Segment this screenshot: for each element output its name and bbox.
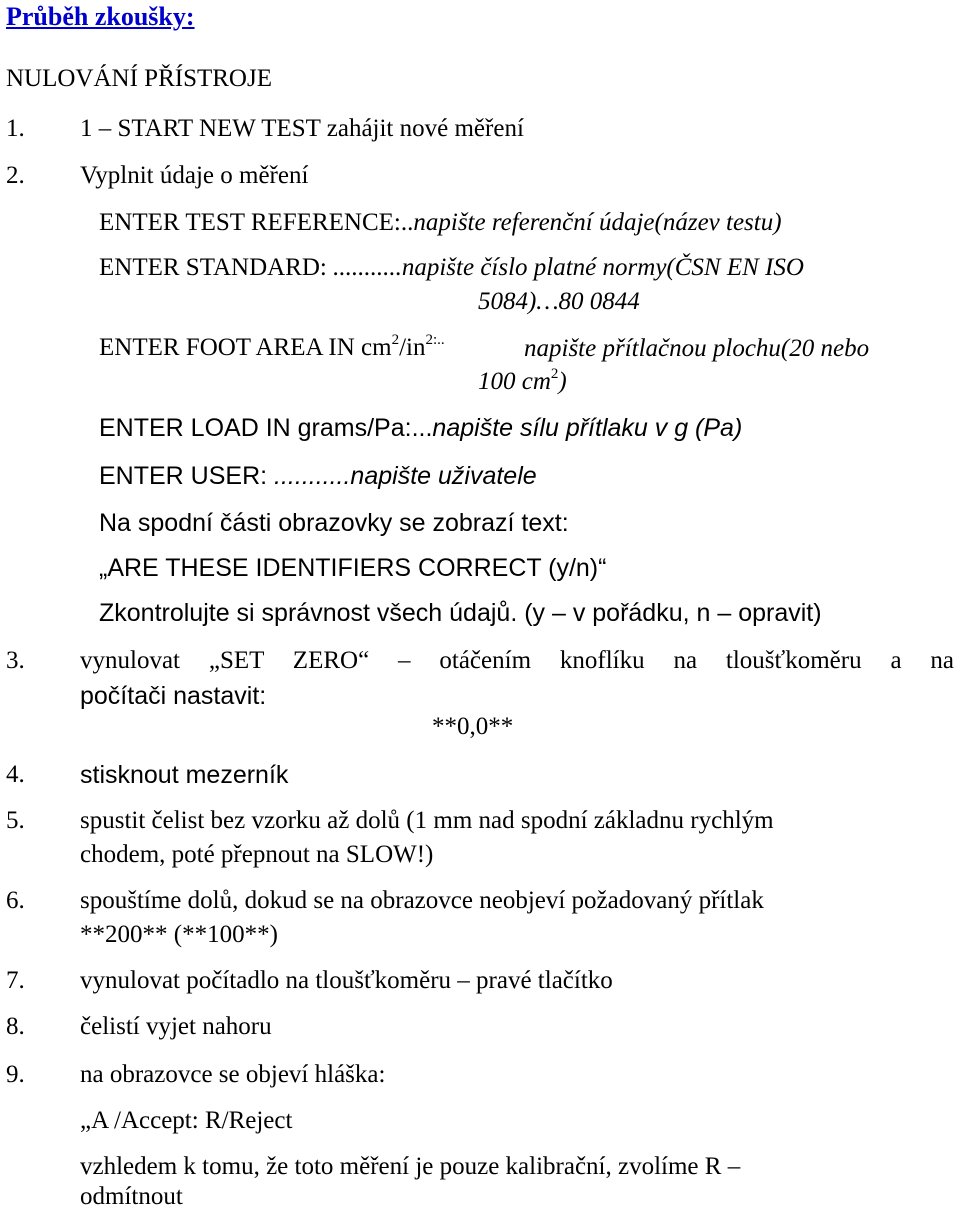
step-5-number: 5. (6, 807, 25, 834)
check-note: Zkontrolujte si správnost všech údajů. (y – v pořádku, n – opravit) (99, 599, 822, 627)
user-hint: ...........napište uživatele (274, 462, 537, 490)
screen-note: Na spodní části obrazovky se zobrazí text: (99, 509, 569, 537)
step-9-text: na obrazovce se objeví hláška: (80, 1061, 386, 1088)
test-reference-label: ENTER TEST REFERENCE:.. (99, 209, 414, 236)
step-4-number: 4. (6, 761, 25, 788)
step-3-number: 3. (6, 647, 25, 674)
step-2-text: Vyplnit údaje o měření (80, 162, 309, 189)
step-6-number: 6. (6, 887, 25, 914)
foot-area-hint2-a: 100 cm (478, 368, 551, 395)
section-heading: NULOVÁNÍ PŘÍSTROJE (6, 65, 272, 92)
standard-hint-continuation (478, 287, 640, 317)
step-7-number: 7. (6, 967, 25, 994)
foot-area-label-a: ENTER FOOT AREA IN cm (99, 334, 392, 361)
load-entry (99, 413, 742, 444)
user-label: ENTER USER: (99, 462, 275, 490)
step-9-number: 9. (6, 1061, 25, 1088)
step-6-line-2: **200** (**100**) (80, 921, 278, 948)
step-9-note-line-2: odmítnout (80, 1183, 183, 1210)
accept-reject-message: „A /Accept: R/Reject (80, 1107, 293, 1134)
foot-area-hint-continuation (478, 367, 567, 397)
step-5-line-1: spustit čelist bez vzorku až dolů (1 mm nad spodní základnu rychlým (80, 807, 774, 834)
identifiers-question: „ARE THESE IDENTIFIERS CORRECT (y/n)“ (99, 554, 607, 582)
step-6-line-1: spouštíme dolů, dokud se na obrazovce neobjeví požadovaný přítlak (80, 887, 764, 914)
foot-area-sup-1: 2 (391, 331, 400, 348)
step-5-line-2: chodem, poté přepnout na SLOW!) (80, 841, 434, 868)
standard-entry (99, 253, 804, 283)
user-entry (99, 461, 537, 492)
standard-hint: ...........napište číslo platné normy(ČSN EN ISO (333, 254, 804, 281)
foot-area-hint2-b: ) (558, 368, 567, 395)
zero-value: **0,0** (432, 713, 514, 740)
step-7-text: vynulovat počítadlo na tloušťkoměru – pravé tlačítko (80, 967, 613, 994)
page-title: Průběh zkoušky: (6, 2, 195, 31)
step-4-text: stisknout mezerník (80, 761, 289, 789)
load-hint: napište sílu přítlaku v g (Pa) (432, 414, 743, 442)
standard-hint-line2: 5084)…80 0844 (478, 288, 640, 315)
foot-area-sup-2: 2:.. (425, 331, 445, 348)
step-9-note-line-1: vzhledem k tomu, že toto měření je pouze kalibrační, zvolíme R – (80, 1153, 741, 1180)
step-3-line-1: vynulovat „SET ZERO“ – otáčením knoflíku na tloušťkoměru a na (80, 647, 954, 674)
step-1-number: 1. (6, 115, 25, 142)
standard-label: ENTER STANDARD: (99, 254, 334, 281)
step-2-number: 2. (6, 162, 25, 189)
foot-area-hint2-sup: 2 (550, 365, 559, 382)
step-8-text: čelistí vyjet nahoru (80, 1013, 272, 1040)
foot-area-hint: napište přítlačnou plochu(20 nebo (524, 335, 870, 362)
foot-area-hint-line (524, 334, 869, 364)
foot-area-label-b: /in (399, 334, 426, 361)
test-reference-hint: napište referenční údaje(název testu) (413, 209, 782, 236)
test-reference-entry (99, 208, 782, 238)
foot-area-entry (99, 333, 445, 363)
step-1-text: 1 – START NEW TEST zahájit nové měření (80, 115, 524, 142)
step-8-number: 8. (6, 1013, 25, 1040)
load-label: ENTER LOAD IN grams/Pa:... (99, 414, 433, 442)
step-3-line-2: počítači nastavit: (80, 682, 267, 710)
